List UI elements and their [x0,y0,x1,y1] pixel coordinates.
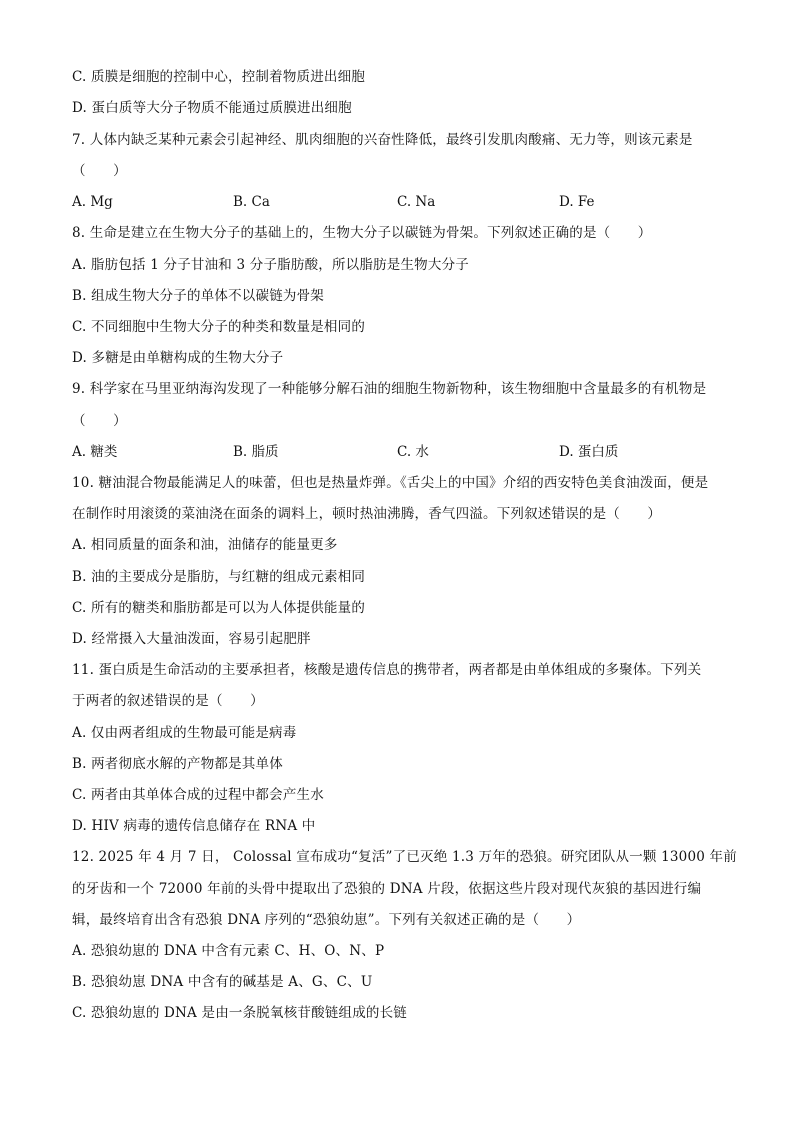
answer-blank: （ ） [72,163,127,179]
option-a: A. 恐狼幼崽的 DNA 中含有元素 C、H、O、N、P [72,943,385,959]
option-c: C. 不同细胞中生物大分子的种类和数量是相同的 [72,319,366,335]
option-c: C. Na [397,194,436,210]
question-10-stem: 10. 糖油混合物最能满足人的味蕾，但也是热量炸弹。《舌尖上的中国》介绍的西安特色美食油泼面，便是 [72,475,709,491]
question-7-options [72,193,722,211]
option-a: A. 仅由两者组成的生物最可能是病毒 [72,725,297,741]
option-c: C. 两者由其单体合成的过程中都会产生水 [72,787,324,803]
question-11-stem-cont: 于两者的叙述错误的是（ ） [72,693,264,709]
answer-blank: （ ） [72,413,127,429]
option-text: C. 质膜是细胞的控制中心，控制着物质进出细胞 [72,69,366,85]
option-b: B. 恐狼幼崽 DNA 中含有的碱基是 A、G、C、U [72,974,373,990]
option-d: D. 经常摄入大量油泼面，容易引起肥胖 [72,631,311,647]
option-d: D. Fe [559,194,595,210]
option-b: B. 组成生物大分子的单体不以碳链为骨架 [72,288,325,304]
option-a: A. 脂肪包括 1 分子甘油和 3 分子脂肪酸，所以脂肪是生物大分子 [72,257,469,273]
option-c: C. 恐狼幼崽的 DNA 是由一条脱氧核苷酸链组成的长链 [72,1005,407,1021]
question-7-stem: 7. 人体内缺乏某种元素会引起神经、肌肉细胞的兴奋性降低，最终引发肌肉酸痛、无力等，则该元素是 [72,132,693,148]
question-9-options [72,443,722,461]
option-a: A. Mg [72,194,113,210]
question-9-stem: 9. 科学家在马里亚纳海沟发现了一种能够分解石油的细胞生物新物种，该生物细胞中含量最多的有机物是 [72,381,707,397]
question-12-stem: 12. 2025 年 4 月 7 日， Colossal 宣布成功“复活”了已灭绝 1.3 万年的恐狼。研究团队从一颗 13000 年前 [72,849,737,865]
option-c: C. 所有的糖类和脂肪都是可以为人体提供能量的 [72,600,366,616]
option-d: D. HIV 病毒的遗传信息储存在 RNA 中 [72,818,316,834]
option-b: B. 油的主要成分是脂肪，与红糖的组成元素相同 [72,569,366,585]
question-12-stem-cont: 的牙齿和一个 72000 年前的头骨中提取出了恐狼的 DNA 片段，依据这些片段对现代灰狼的基因进行编 [72,881,702,897]
option-text: D. 蛋白质等大分子物质不能通过质膜进出细胞 [72,100,352,116]
option-b: B. 两者彻底水解的产物都是其单体 [72,756,283,772]
option-a: A. 相同质量的面条和油，油储存的能量更多 [72,537,338,553]
question-10-stem-cont: 在制作时用滚烫的菜油浇在面条的调料上，顿时热油沸腾，香气四溢。下列叙述错误的是（ ） [72,506,662,522]
option-c: C. 水 [397,444,429,460]
option-a: A. 糖类 [72,444,118,460]
question-12-stem-cont: 辑，最终培育出含有恐狼 DNA 序列的“恐狼幼崽”。下列有关叙述正确的是（ ） [72,912,581,928]
option-d: D. 蛋白质 [559,444,619,460]
question-11-stem: 11. 蛋白质是生命活动的主要承担者，核酸是遗传信息的携带者，两者都是由单体组成的多聚体。下列关 [72,662,702,678]
option-b: B. 脂质 [233,444,279,460]
option-b: B. Ca [233,194,270,210]
question-8-stem: 8. 生命是建立在生物大分子的基础上的，生物大分子以碳链为骨架。下列叙述正确的是（ ） [72,225,652,241]
option-d: D. 多糖是由单糖构成的生物大分子 [72,350,284,366]
